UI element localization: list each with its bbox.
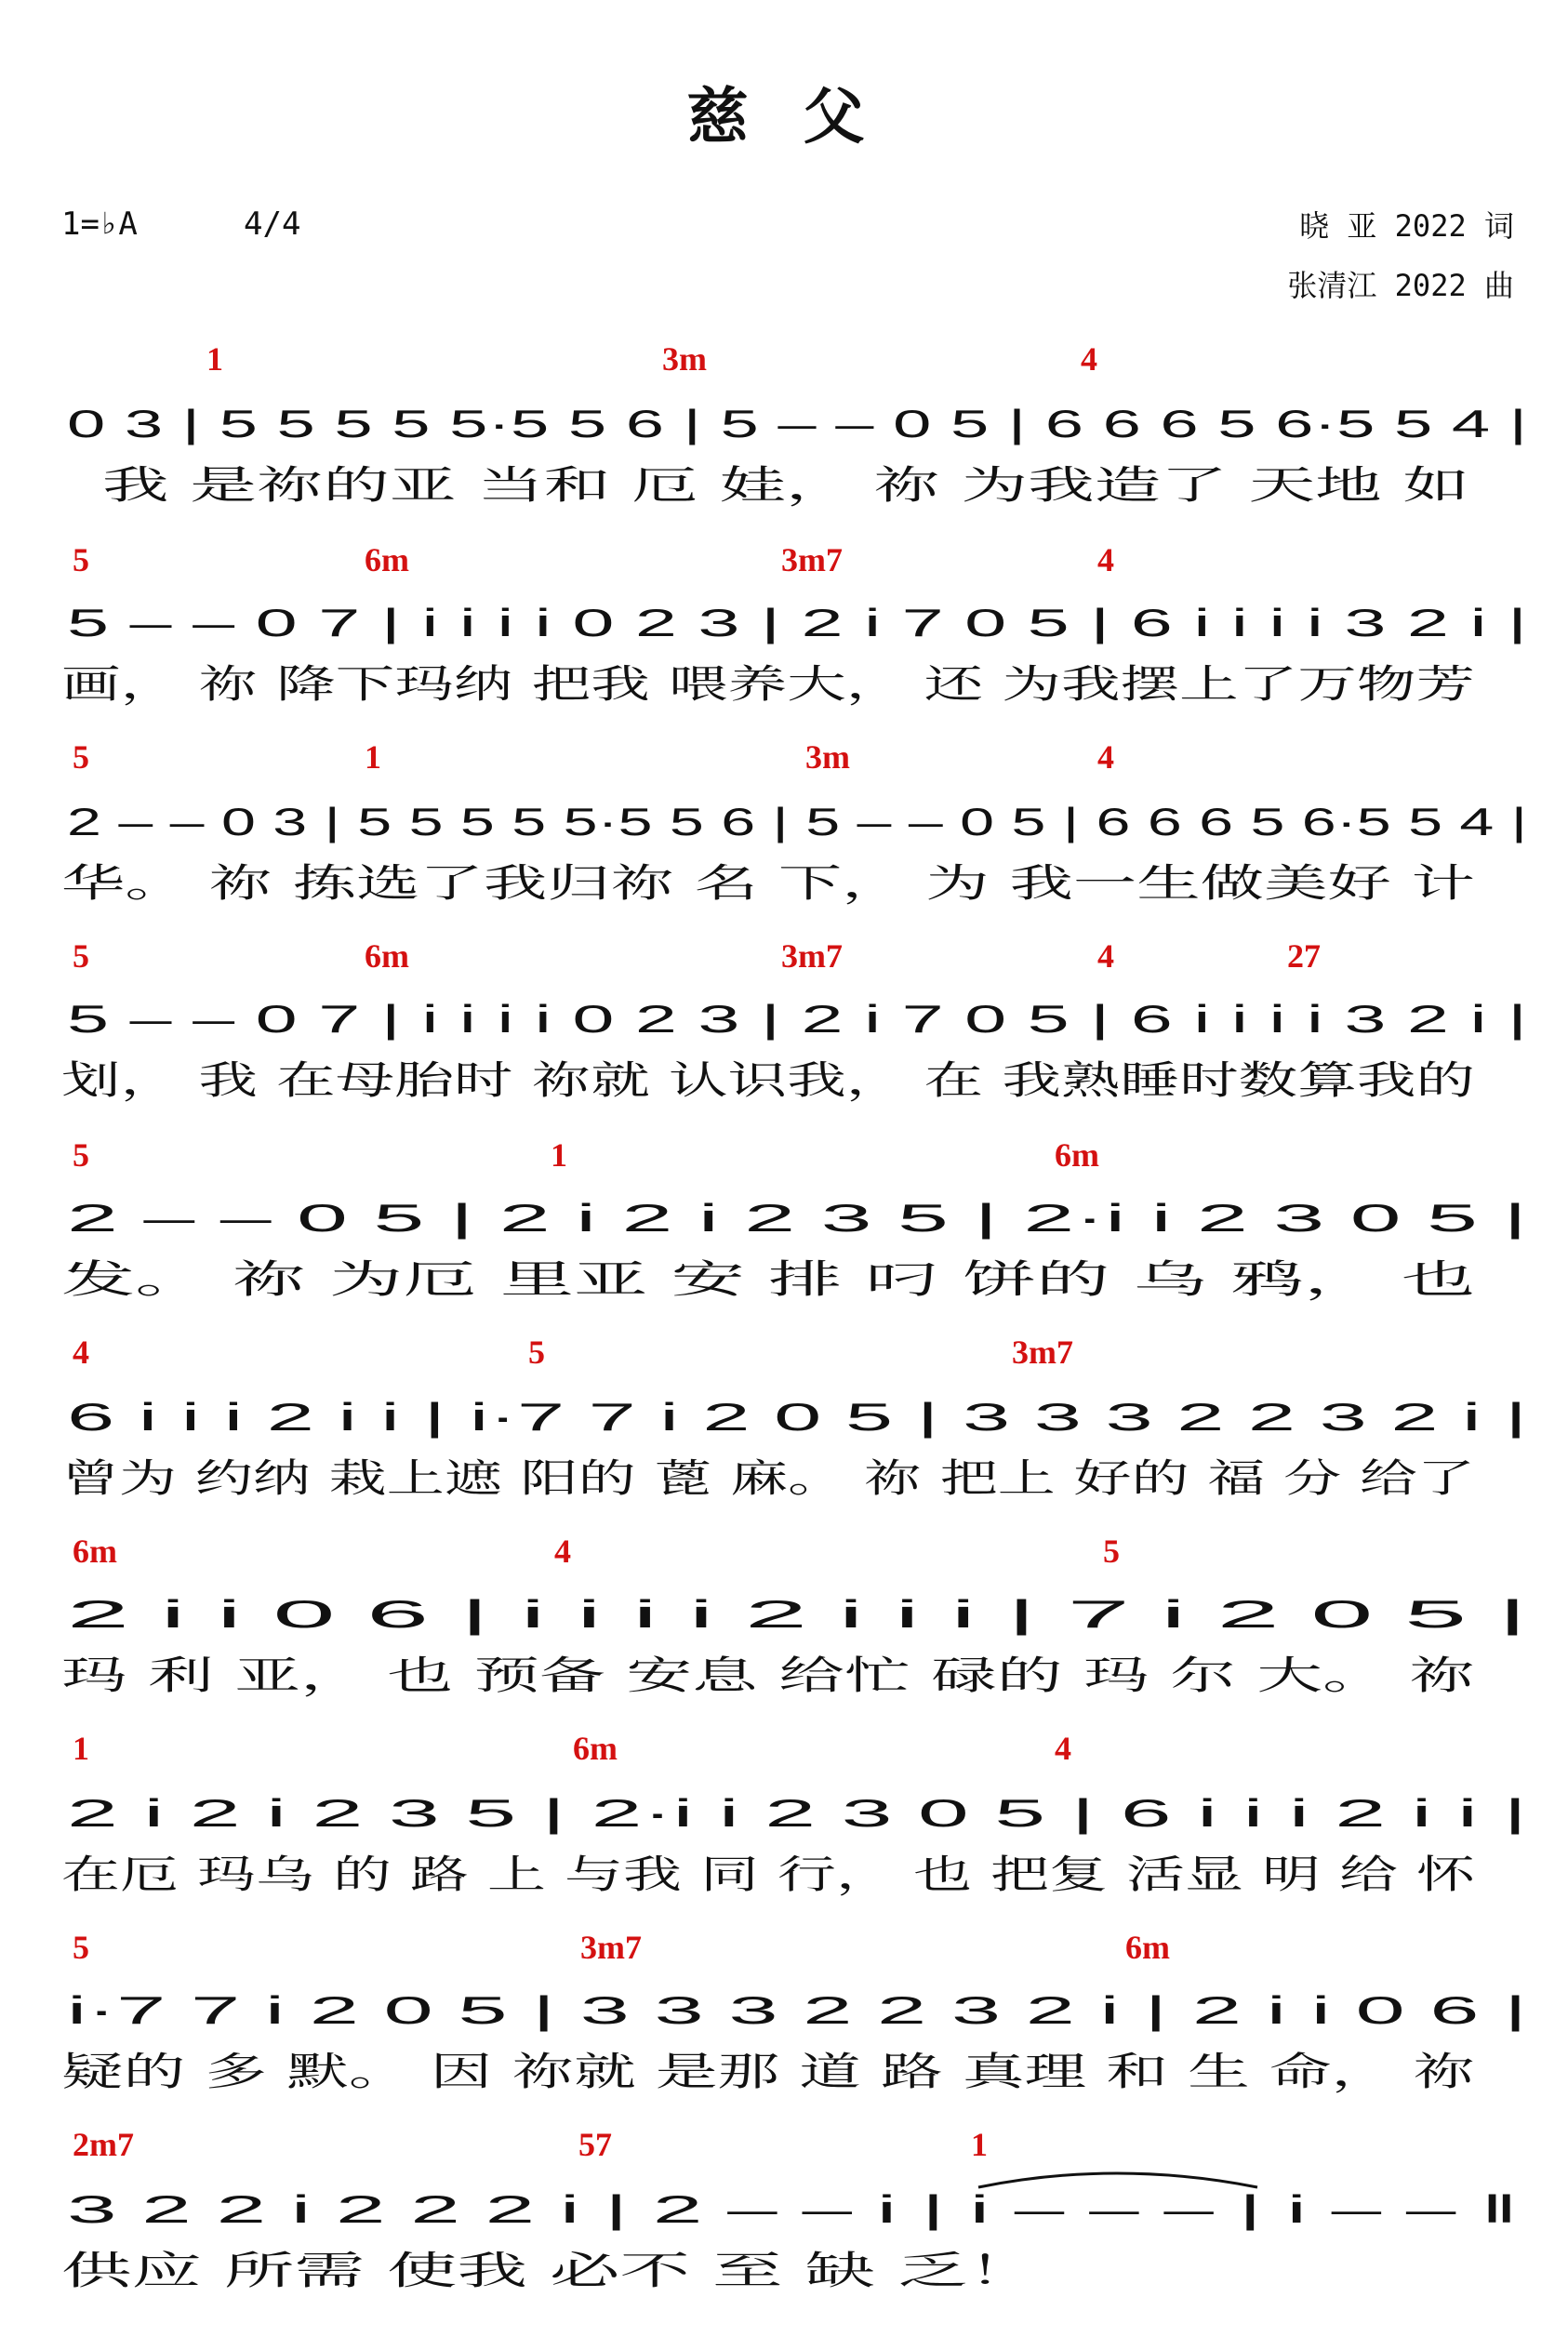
note-line: 2 i i 0 6 | i i i i 2 i i i | 7 i 2 0 5 | (67, 1592, 1527, 1636)
score-system-3 (61, 738, 1527, 906)
score-system-9 (61, 1929, 1527, 2094)
lyric-line: 发。 祢 为厄 里亚 安 排 叼 饼的 乌 鸦， 也 (61, 1256, 1475, 1302)
chord-symbol: 4 (73, 1334, 89, 1371)
note-line: 2 – – 0 5 | 2 i 2 i 2 3 5 | 2·i i 2 3 0 5 | (67, 1196, 1527, 1240)
chord-symbol: 1 (971, 2126, 988, 2163)
note-line: 3 2 2 i 2 2 2 i | 2 – – i | i – – – | i – – ‖ (67, 2187, 1518, 2231)
lyric-line: 我 是祢的亚 当和 厄 娃， 祢 为我造了 天地 如 (102, 462, 1469, 508)
chord-symbol: 4 (1081, 340, 1097, 378)
chord-symbol: 57 (578, 2126, 612, 2163)
chord-symbol: 3m (662, 340, 707, 378)
score-system-4 (61, 937, 1527, 1103)
chord-symbol: 1 (365, 738, 381, 776)
score-system-10 (61, 2126, 1518, 2293)
score-system-5 (61, 1136, 1527, 1302)
chord-symbol: 1 (73, 1730, 89, 1767)
score-system-7 (61, 1533, 1527, 1698)
key-signature: 1=♭A (61, 206, 138, 243)
lyric-line: 玛 利 亚， 也 预备 安息 给忙 碌的 玛 尔 大。 祢 (61, 1653, 1475, 1698)
tie-arc (978, 2173, 1257, 2187)
chord-symbol: 5 (73, 1929, 89, 1966)
score-system-2 (61, 541, 1527, 707)
note-line: 2 – – 0 3 | 5 5 5 5 5·5 5 6 | 5 – – 0 5 | 6 6 6 5 6·5 5 4 | (67, 800, 1527, 843)
chord-symbol: 27 (1287, 937, 1321, 975)
lyric-line: 在厄 玛乌 的 路 上 与我 同 行， 也 把复 活显 明 给 怀 (61, 1852, 1477, 1897)
chord-symbol: 4 (1097, 738, 1114, 776)
chord-symbol: 3m7 (1012, 1334, 1073, 1371)
chord-symbol: 5 (73, 937, 89, 975)
chord-symbol: 6m (73, 1533, 117, 1570)
song-title: 慈 父 (686, 81, 882, 153)
time-signature: 4/4 (244, 206, 301, 243)
chord-symbol: 6m (1125, 1929, 1170, 1966)
lyric-line: 华。 祢 拣选了我归祢 名 下， 为 我一生做美好 计 (61, 860, 1475, 906)
note-line: 0 3 | 5 5 5 5 5·5 5 6 | 5 – – 0 5 | 6 6 6 5 6·5 5 4 | (67, 402, 1527, 445)
chord-symbol: 4 (554, 1533, 571, 1570)
score-system-8 (61, 1730, 1527, 1897)
chord-symbol: 5 (73, 738, 89, 776)
note-line: 5 – – 0 7 | i i i i 0 2 3 | 2 i 7 0 5 | 6 i i i i 3 2 i | (67, 601, 1527, 644)
chord-symbol: 3m7 (781, 541, 843, 578)
chord-symbol: 3m7 (781, 937, 843, 975)
chord-symbol: 5 (528, 1334, 545, 1371)
chord-symbol: 5 (73, 541, 89, 578)
chord-symbol: 4 (1097, 937, 1114, 975)
chord-symbol: 5 (1103, 1533, 1120, 1570)
chord-symbol: 1 (551, 1136, 567, 1174)
chord-symbol: 6m (365, 541, 409, 578)
chord-symbol: 3m7 (580, 1929, 642, 1966)
chord-symbol: 3m (805, 738, 850, 776)
lyricist-credit: 晓 亚 2022 词 (1299, 208, 1514, 244)
lyric-line: 画， 祢 降下玛纳 把我 喂养大， 还 为我摆上了万物芳 (61, 661, 1475, 707)
composer-credit: 张清江 2022 曲 (1287, 268, 1514, 303)
lyric-line: 供应 所需 使我 必不 至 缺 乏！ (61, 2248, 1038, 2293)
chord-symbol: 2m7 (73, 2126, 134, 2163)
note-line: 2 i 2 i 2 3 5 | 2·i i 2 3 0 5 | 6 i i i 2 i i | (67, 1791, 1527, 1835)
chord-symbol: 6m (573, 1730, 618, 1767)
lyric-line: 疑的 多 默。 因 祢就 是那 道 路 真理 和 生 命， 祢 (61, 2049, 1475, 2094)
note-line: 5 – – 0 7 | i i i i 0 2 3 | 2 i 7 0 5 | 6 i i i i 3 2 i | (67, 997, 1527, 1041)
score-system-6 (61, 1334, 1527, 1501)
chord-symbol: 6m (365, 937, 409, 975)
lyric-line: 曾为 约纳 栽上遮 阳的 蓖 麻。 祢 把上 好的 福 分 给了 (61, 1455, 1475, 1501)
chord-symbol: 1 (206, 340, 223, 378)
chord-symbol: 6m (1055, 1136, 1099, 1174)
note-line: i·7 7 i 2 0 5 | 3 3 3 2 2 3 2 i | 2 i i 0 6 | (67, 1988, 1527, 2032)
chord-symbol: 4 (1097, 541, 1114, 578)
note-line: 6 i i i 2 i i | i·7 7 i 2 0 5 | 3 3 3 2 2 3 2 i | (67, 1395, 1527, 1439)
chord-symbol: 4 (1055, 1730, 1071, 1767)
chord-symbol: 5 (73, 1136, 89, 1174)
lyric-line: 划， 我 在母胎时 祢就 认识我， 在 我熟睡时数算我的 (61, 1057, 1475, 1103)
score-system-1 (67, 340, 1527, 508)
